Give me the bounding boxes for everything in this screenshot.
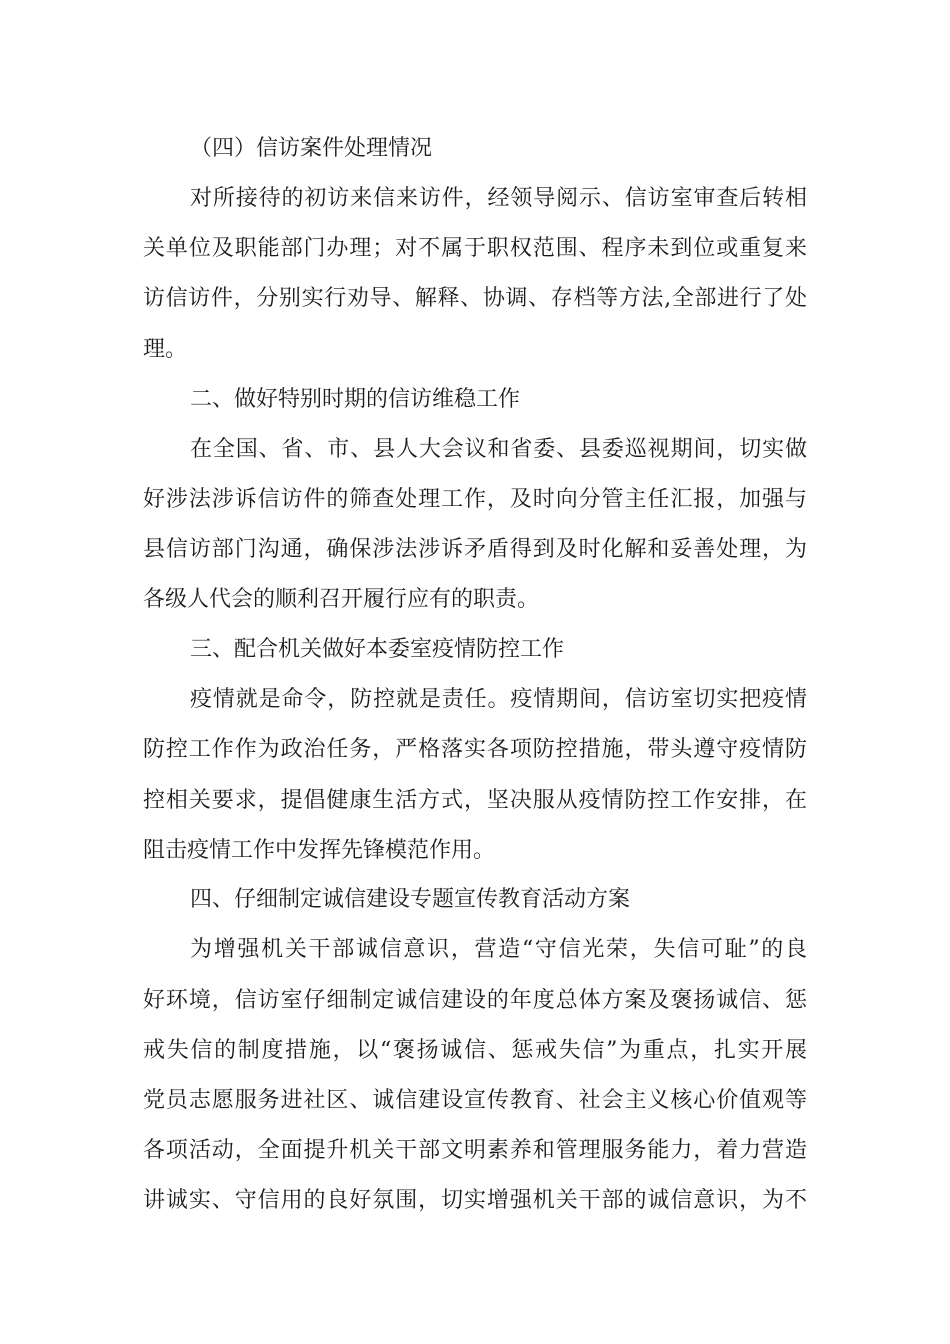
paragraph-line: 阻击疫情工作中发挥先锋模范作用。 (143, 838, 496, 863)
paragraph-line: 在全国、省、市、县人大会议和省委、县委巡视期间，切实做 (190, 437, 807, 462)
paragraph-line: 防控工作作为政治任务，严格落实各项防控措施，带头遵守疫情防 (143, 737, 807, 762)
paragraph-line: 各级人代会的顺利召开履行应有的职责。 (143, 587, 540, 612)
paragraph-line: 戒失信的制度措施，以“褒扬诚信、惩戒失信”为重点，扎实开展 (143, 1038, 807, 1063)
paragraph-line: 好环境，信访室仔细制定诚信建设的年度总体方案及褒扬诚信、惩 (143, 988, 807, 1013)
paragraph-line: 访信访件，分别实行劝导、解释、协调、存档等方法,全部进行了处 (143, 286, 807, 311)
paragraph-line: 各项活动，全面提升机关干部文明素养和管理服务能力，着力营造 (143, 1138, 807, 1163)
section-heading-3: 三、配合机关做好本委室疫情防控工作 (190, 637, 565, 662)
paragraph-line: 理。 (143, 337, 188, 362)
section-heading-4: （四）信访案件处理情况 (190, 136, 433, 161)
paragraph-line: 党员志愿服务进社区、诚信建设宣传教育、社会主义核心价值观等 (143, 1088, 807, 1113)
paragraph-line: 控相关要求，提倡健康生活方式，坚决服从疫情防控工作安排，在 (143, 788, 807, 813)
section-heading-2: 二、做好特别时期的信访维稳工作 (190, 387, 521, 412)
paragraph-line: 疫情就是命令，防控就是责任。疫情期间，信访室切实把疫情 (190, 687, 807, 712)
paragraph-line: 关单位及职能部门办理；对不属于职权范围、程序未到位或重复来 (143, 236, 807, 261)
paragraph-line: 为增强机关干部诚信意识，营造“守信光荣，失信可耻”的良 (190, 937, 807, 962)
paragraph-line: 好涉法涉诉信访件的筛查处理工作，及时向分管主任汇报，加强与 (143, 487, 807, 512)
paragraph-line: 讲诚实、守信用的良好氛围，切实增强机关干部的诚信意识，为不 (143, 1188, 807, 1213)
section-heading-4b: 四、仔细制定诚信建设专题宣传教育活动方案 (190, 887, 631, 912)
paragraph-line: 对所接待的初访来信来访件，经领导阅示、信访室审查后转相 (190, 186, 807, 211)
paragraph-line: 县信访部门沟通，确保涉法涉诉矛盾得到及时化解和妥善处理，为 (143, 537, 807, 562)
